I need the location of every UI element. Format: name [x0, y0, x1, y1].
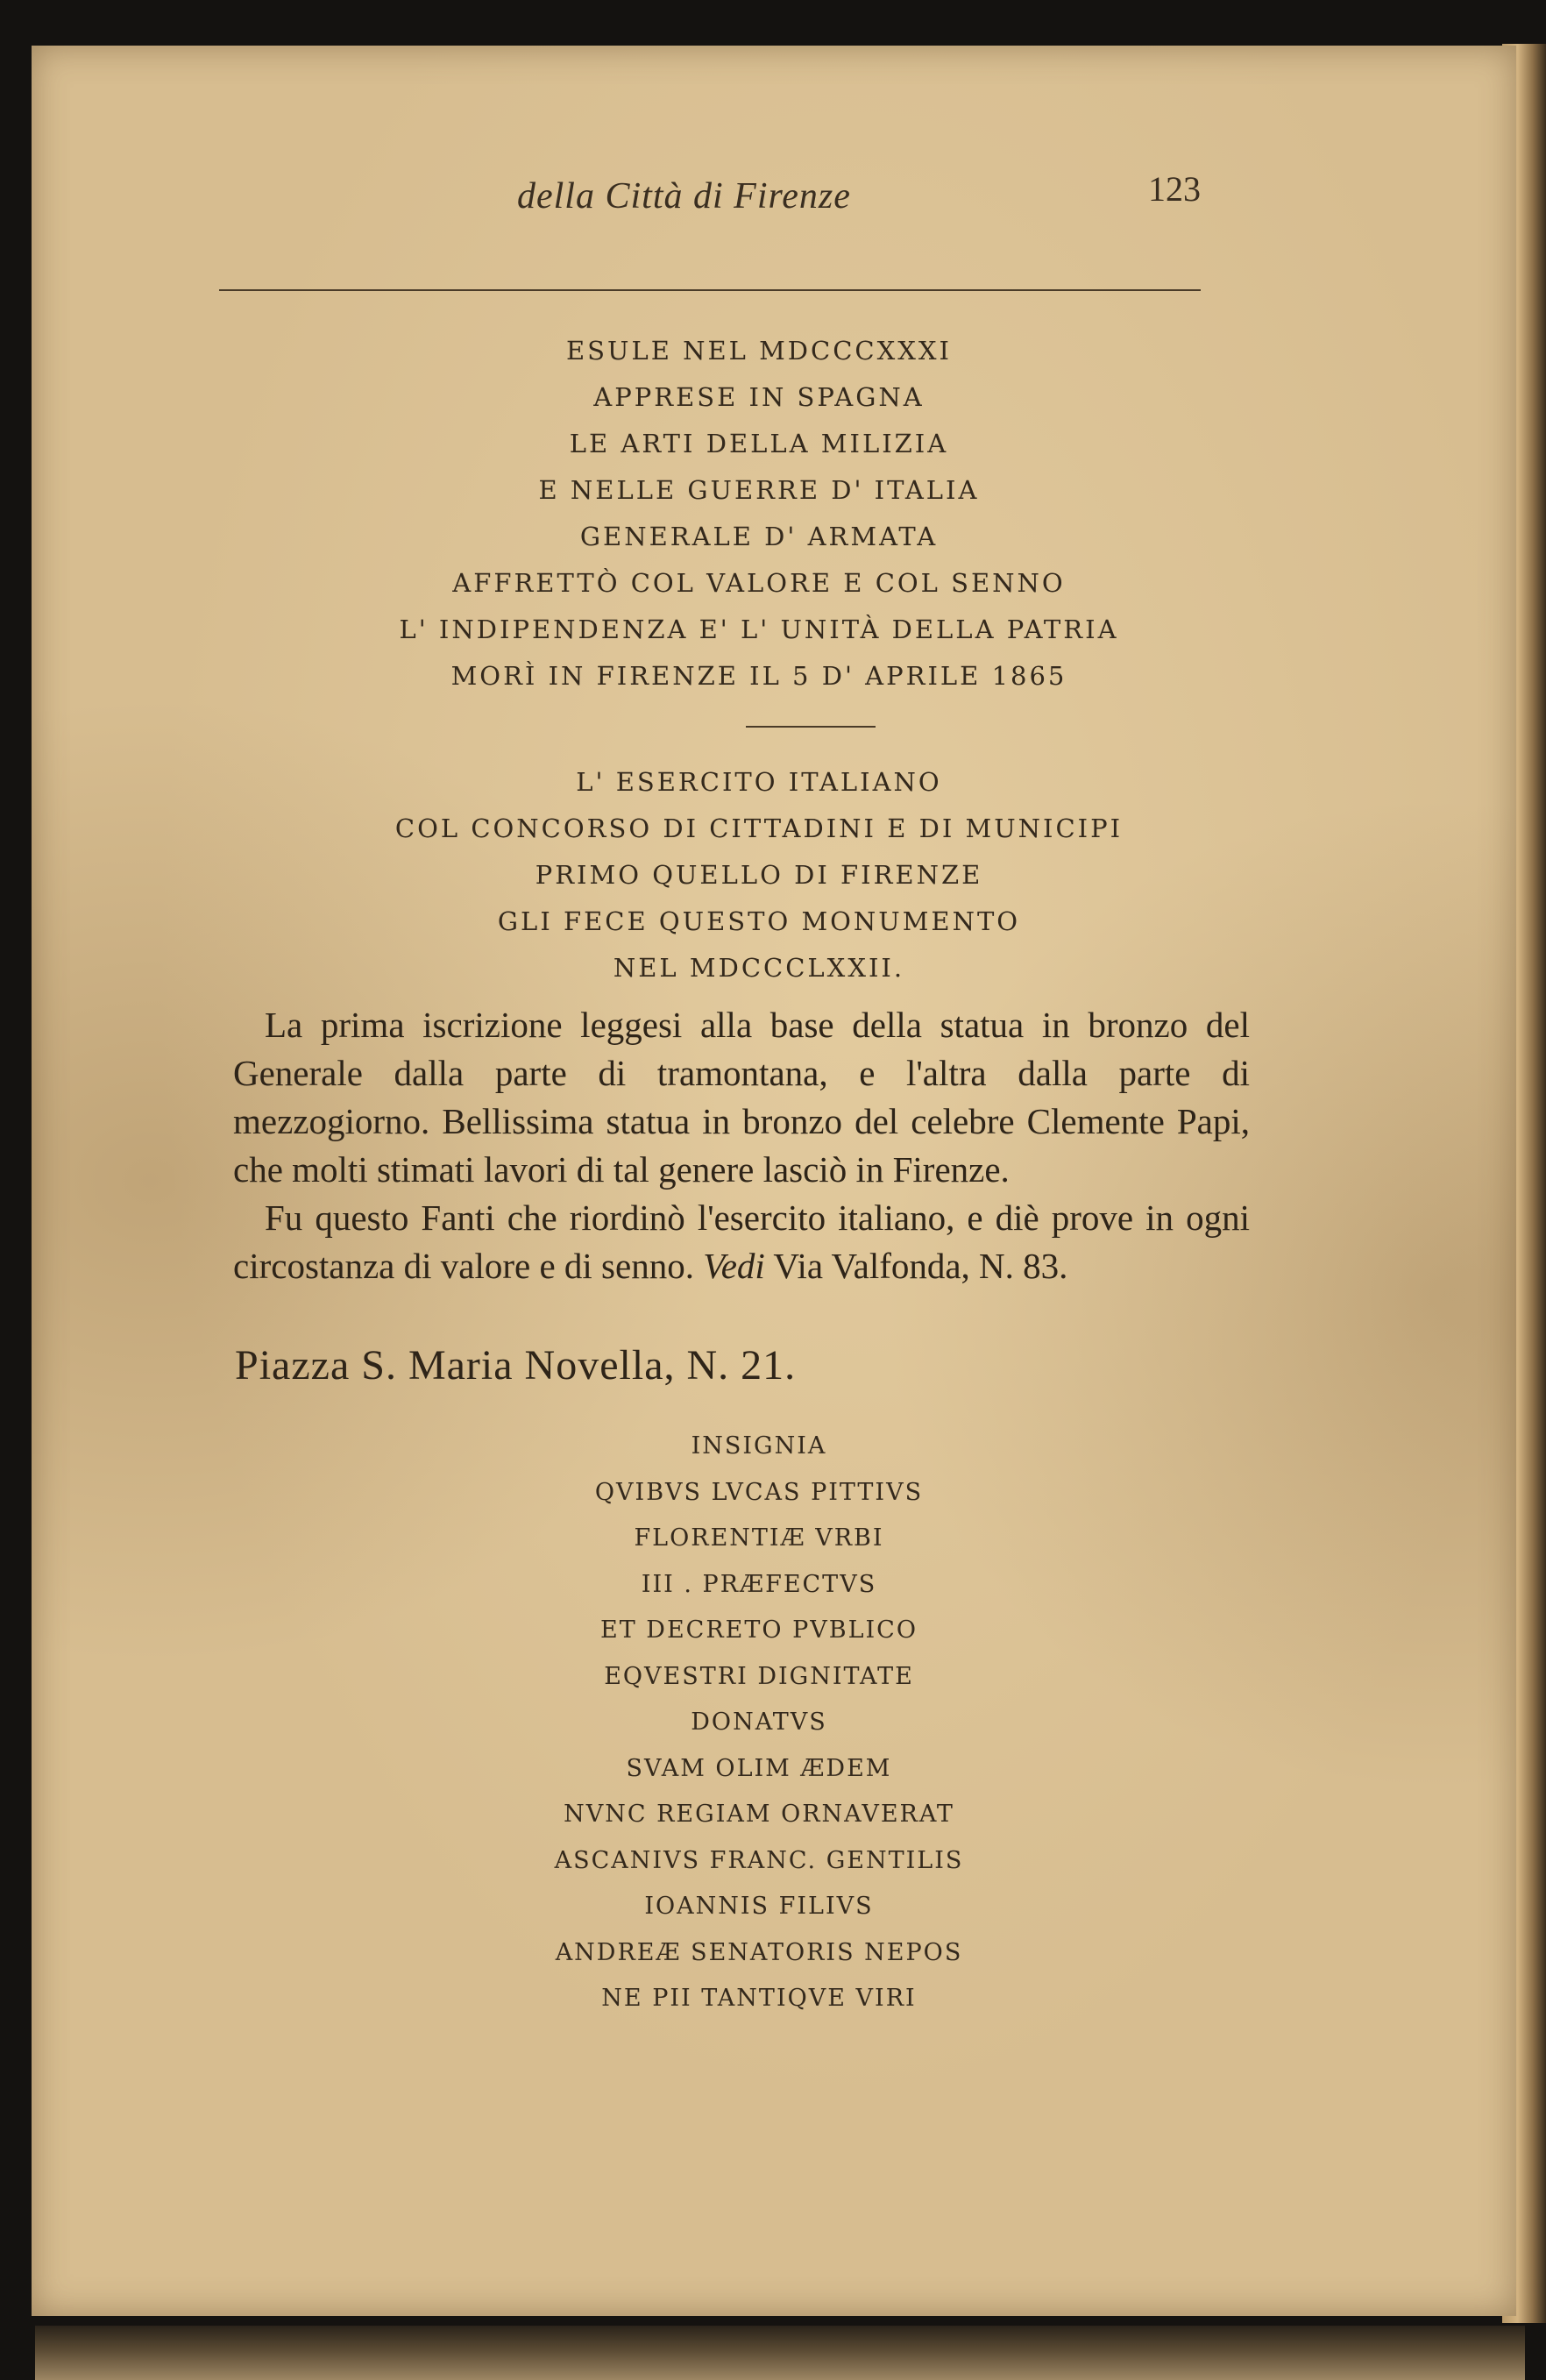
inscription-fanti-north: [163, 328, 1355, 700]
inscription-line: GENERALE D' ARMATA: [579, 522, 939, 551]
inscription-line: L' INDIPENDENZA E' L' UNITÀ DELLA PATRIA: [399, 615, 1119, 644]
inscription-line: DONATVS: [691, 1709, 827, 1736]
inscription-line: L' ESERCITO ITALIANO: [576, 767, 942, 797]
inscription-line: FLORENTIÆ VRBI: [634, 1524, 884, 1552]
inscription-line: COL CONCORSO DI CITTADINI E DI MUNICIPI: [394, 813, 1124, 843]
inscription-line: INSIGNIA: [691, 1432, 827, 1460]
inscription-line: PRIMO QUELLO DI FIRENZE: [535, 860, 983, 890]
inscription-line: MORÌ IN FIRENZE IL 5 D' APRILE 1865: [450, 661, 1067, 691]
inscription-line: ESULE NEL MDCCCXXXI: [565, 336, 953, 366]
inscription-line: AFFRETTÒ COL VALORE E COL SENNO: [452, 568, 1066, 598]
inscription-insignia: [163, 1424, 1355, 2022]
commentary: [233, 1001, 1250, 1290]
page-stack: [35, 2326, 1525, 2380]
inscription-line: ASCANIVS FRANC. GENTILIS: [554, 1846, 964, 1874]
section-heading: Piazza S. Maria Novella, N. 21.: [235, 1342, 797, 1389]
commentary-see: Vedi: [703, 1246, 765, 1286]
inscription-line: LE ARTI DELLA MILIZIA: [569, 429, 949, 458]
book-page: [32, 46, 1516, 2316]
running-head-title: della Città di Firenze: [517, 176, 851, 217]
header-rule: [219, 289, 1201, 291]
inscription-divider: [746, 726, 876, 728]
inscription-line: NVNC REGIAM ORNAVERAT: [564, 1801, 954, 1828]
inscription-line: EQVESTRI DIGNITATE: [604, 1662, 914, 1690]
inscription-fanti-south: [163, 759, 1355, 991]
running-head: [32, 169, 1516, 228]
inscription-line: QVIBVS LVCAS PITTIVS: [594, 1478, 924, 1506]
commentary-reference: Via Valfonda, N. 83.: [773, 1246, 1068, 1286]
inscription-line: III . PRÆFECTVS: [641, 1570, 877, 1598]
inscription-line: GLI FECE QUESTO MONUMENTO: [497, 906, 1021, 936]
commentary-text: Fu questo Fanti che riordinò l'esercito italiano, e diè prove in ogni circostanza di valore e di senno.: [233, 1197, 1250, 1286]
inscription-line: ET DECRETO PVBLICO: [600, 1616, 918, 1644]
inscription-line: APPRESE IN SPAGNA: [593, 382, 925, 412]
inscription-line: SVAM OLIM ÆDEM: [626, 1754, 892, 1782]
inscription-line: IOANNIS FILIVS: [644, 1893, 874, 1920]
commentary-paragraph: [233, 1194, 1250, 1290]
inscription-line: E NELLE GUERRE D' ITALIA: [538, 475, 980, 505]
inscription-line: NE PII TANTIQVE VIRI: [601, 1985, 917, 2012]
inscription-line: ANDREÆ SENATORIS NEPOS: [555, 1938, 963, 1966]
page-number: 123: [1148, 169, 1201, 209]
commentary-paragraph: La prima iscrizione leggesi alla base della statua in bronzo del Generale dalla parte di tramontana, e l'altra dalla parte di mezzogiorno. Bellissima statua in bronzo del celebre Clemente Papi, che molti stimati lavori di tal genere lasciò in Firenze.: [233, 1005, 1250, 1190]
inscription-line: NEL MDCCCLXXII.: [613, 953, 905, 983]
